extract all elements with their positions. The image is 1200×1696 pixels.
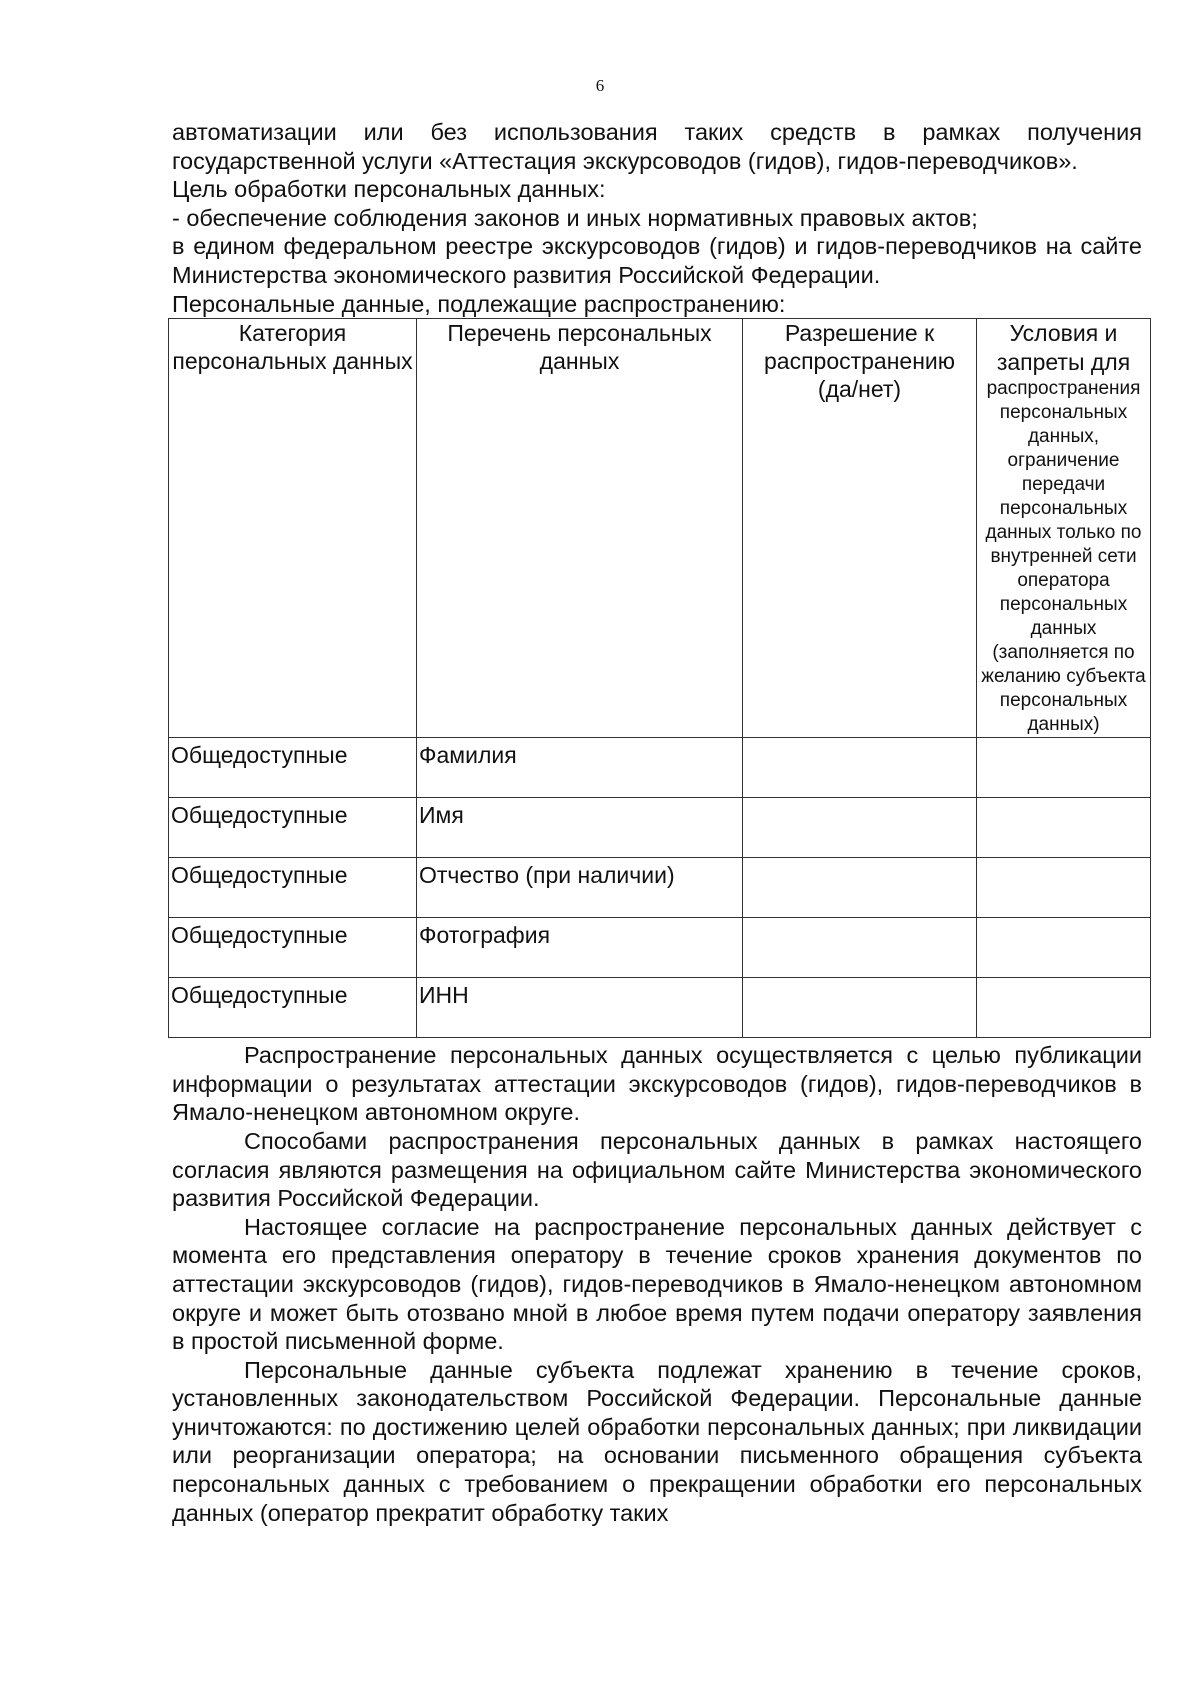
- table-row: [169, 738, 1151, 798]
- cell-item: Фамилия: [417, 738, 743, 798]
- cell-category: Общедоступные: [169, 738, 417, 798]
- document-body: [171, 118, 1146, 1527]
- registry-paragraph: в едином федеральном реестре экскурсоводов (гидов) и гидов-переводчиков на сайте Министерства экономического развития Российской Федерации.: [172, 233, 1142, 288]
- header-permission: Разрешение к распространению (да/нет): [743, 319, 977, 738]
- table-caption: Персональные данные, подлежащие распространению:: [172, 290, 786, 317]
- cell-conditions: [977, 738, 1151, 798]
- intro-paragraph: автоматизации или без использования таких средств в рамках получения государственной услуги «Аттестация экскурсоводов (гидов), гидов-переводчиков».: [172, 119, 1142, 174]
- cell-permission: [743, 858, 977, 918]
- cell-item: Имя: [417, 798, 743, 858]
- cell-permission: [743, 798, 977, 858]
- header-list: Перечень персональных данных: [417, 319, 743, 738]
- cell-conditions: [977, 918, 1151, 978]
- table-row: [169, 858, 1151, 918]
- cell-category: Общедоступные: [169, 978, 417, 1038]
- cell-permission: [743, 738, 977, 798]
- header-conditions-main: Условия и запреты для: [996, 320, 1131, 376]
- header-category: Категория персональных данных: [169, 319, 417, 738]
- cell-item: ИНН: [417, 978, 743, 1038]
- cell-item: Отчество (при наличии): [417, 858, 743, 918]
- cell-item: Фотография: [417, 918, 743, 978]
- cell-permission: [743, 918, 977, 978]
- distribution-methods-paragraph: Способами распространения персональных данных в рамках настоящего согласия являются размещения на официальном сайте Министерства экономического развития Российской Федерации.: [172, 1127, 1142, 1212]
- cell-conditions: [977, 978, 1151, 1038]
- table-row: [169, 918, 1151, 978]
- table-row: [169, 978, 1151, 1038]
- distribution-purpose-paragraph: Распространение персональных данных осуществляется с целью публикации информации о результатах аттестации экскурсоводов (гидов), гидов-переводчиков в Ямало-ненецком автономном округе.: [172, 1042, 1142, 1126]
- table-header-row: [169, 319, 1151, 738]
- cell-conditions: [977, 858, 1151, 918]
- cell-category: Общедоступные: [169, 798, 417, 858]
- header-conditions-rest: распространения персональных данных, ограничение передачи персональных данных только по внутренней сети оператора персональных данных (заполняется по желанию субъекта персональных данных): [981, 378, 1146, 736]
- personal-data-table: [168, 318, 1151, 1038]
- purpose-heading: Цель обработки персональных данных:: [172, 176, 606, 203]
- purpose-item: - обеспечение соблюдения законов и иных нормативных правовых актов;: [172, 204, 978, 231]
- cell-category: Общедоступные: [169, 858, 417, 918]
- page-number: 6: [595, 76, 605, 95]
- table-row: [169, 798, 1151, 858]
- consent-validity-paragraph: Настоящее согласие на распространение персональных данных действует с момента его представления оператору в течение сроков хранения документов по аттестации экскурсоводов (гидов), гидов-переводчиков в Ямало-ненецком автономном округе и может быть отозвано мной в любое время путем подачи оператору заявления в простой письменной форме.: [172, 1213, 1142, 1355]
- storage-paragraph: Персональные данные субъекта подлежат хранению в течение сроков, установленных законодательством Российской Федерации. Персональные данные уничтожаются: по достижению целей обработки персональных данных; при ликвидации или реорганизации оператора; на основании письменного обращения субъекта персональных данных с требованием о прекращении обработки его персональных данных (оператор прекратит обработку таких: [172, 1356, 1142, 1526]
- header-conditions: [977, 319, 1151, 738]
- cell-category: Общедоступные: [169, 918, 417, 978]
- cell-permission: [743, 978, 977, 1038]
- cell-conditions: [977, 798, 1151, 858]
